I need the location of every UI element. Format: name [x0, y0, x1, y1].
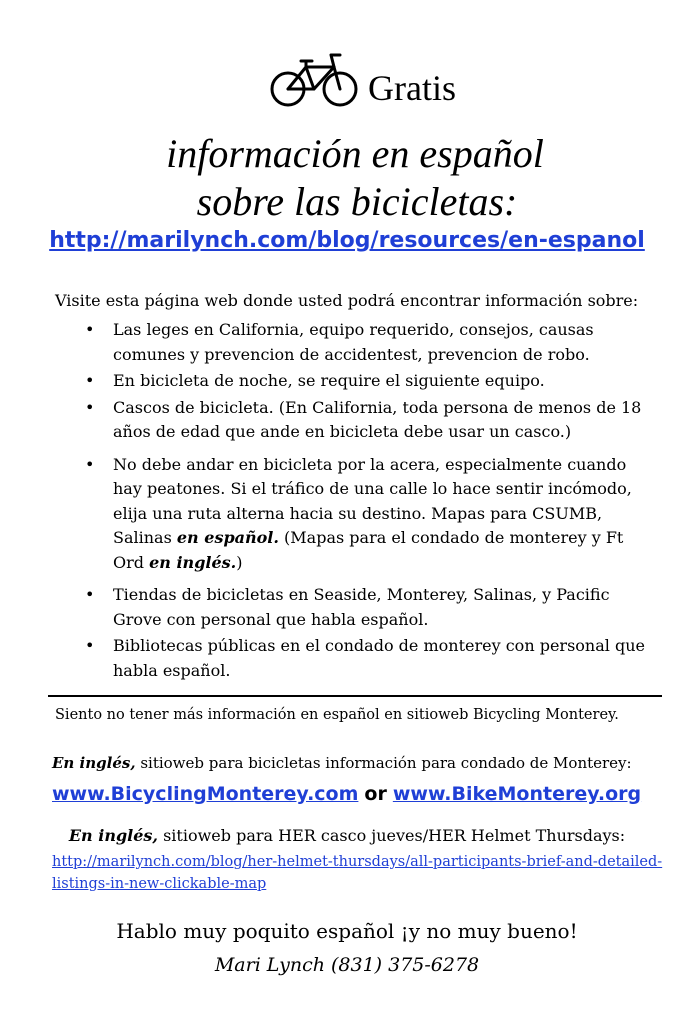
- list-item-text: (Mapas para el condado de monterey y Ft Ord: [113, 528, 624, 572]
- en-ingles-label-2: En inglés,: [68, 826, 158, 845]
- list-item-text: ): [236, 552, 243, 572]
- espanol-resources-link[interactable]: http://marilynch.com/blog/resources/en-espanol: [49, 228, 645, 253]
- en-ingles-label: En inglés,: [52, 754, 136, 772]
- english-site-text: [52, 752, 682, 774]
- divider: [48, 695, 662, 697]
- list-item-text: Bibliotecas públicas en el condado de monterey con personal que habla español.: [113, 636, 645, 680]
- english-links-row: [52, 780, 672, 808]
- helmet-site-description: sitioweb para HER casco jueves/HER Helmet Thursdays:: [157, 826, 626, 845]
- bicycling-monterey-link[interactable]: www.BicyclingMonterey.com: [52, 783, 359, 805]
- ingles-maps-link[interactable]: en inglés.: [149, 552, 237, 572]
- topics-list: [55, 318, 655, 685]
- list-item: [55, 634, 655, 683]
- list-item-text: Las leges en California, equipo requerido, consejos, causas comunes y prevencion de accidentest, prevencion de robo.: [113, 320, 594, 364]
- list-item: [55, 369, 655, 394]
- header-row: [0, 50, 694, 108]
- gratis-heading: Gratis: [368, 68, 456, 108]
- bike-monterey-link[interactable]: www.BikeMonterey.org: [392, 783, 642, 805]
- intro-text: Visite esta página web donde usted podrá encontrar información sobre:: [55, 291, 639, 310]
- list-item: [55, 396, 655, 445]
- list-item-text: Tiendas de bicicletas en Seaside, Monterey, Salinas, y Pacific Grove con personal que habla español.: [113, 585, 610, 629]
- list-item-text: En bicicleta de noche, se require el siguiente equipo.: [113, 371, 545, 390]
- list-item: [55, 318, 655, 367]
- or-text: or: [364, 783, 387, 805]
- bicycle-icon: [268, 50, 360, 108]
- list-item: [55, 583, 655, 632]
- apology-note: Siento no tener más información en español en sitioweb Bicycling Monterey.: [55, 707, 619, 723]
- english-site-description: sitioweb para bicicletas información para condado de Monterey:: [135, 754, 632, 772]
- list-item-text: Cascos de bicicleta. (En California, toda persona de menos de 18 años de edad que ande en bicicleta debe usar un casco.): [113, 397, 642, 441]
- espanol-maps-link[interactable]: en español.: [176, 528, 279, 547]
- title-line-2: sobre las bicicletas:: [196, 179, 518, 224]
- list-item: [55, 453, 655, 576]
- helmet-site-text: [0, 825, 694, 847]
- signature: Mari Lynch (831) 375-6278: [214, 954, 480, 976]
- title-line-1: información en español: [166, 131, 544, 176]
- helmet-thursdays-link[interactable]: http://marilynch.com/blog/her-helmet-thursdays/all-participants-brief-and-detailed-listings-in-new-clickable-map: [52, 854, 663, 892]
- closing-line: Hablo muy poquito español ¡y no muy bueno!: [116, 919, 578, 943]
- list-item-text: No debe andar en bicicleta por la acera, especialmente cuando hay peatones. Si el tráfico de una calle lo hace sentir incómodo, elija una ruta alterna hacia su destino. Mapas para CSUMB, Salinas: [113, 454, 632, 547]
